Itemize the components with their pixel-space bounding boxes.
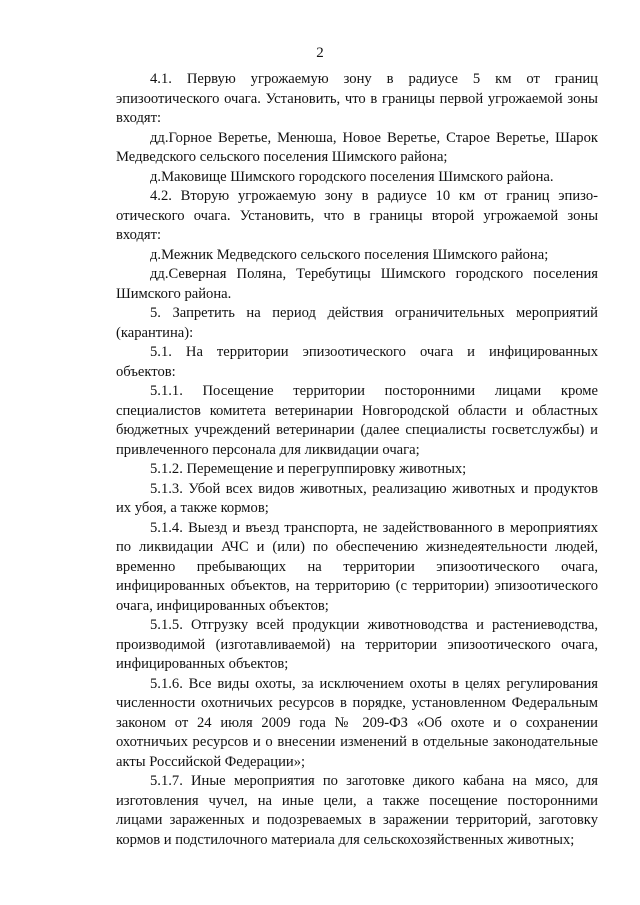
paragraph-zone2-meznik: д.Межник Медведского сельского поселения Шимского района; — [150, 246, 549, 263]
paragraph-5-1-3: 5.1.3. Убой всех видов животных, реализацию животных и продуктов их убоя, а также кормов; — [116, 480, 598, 516]
paragraph-zone1-makovishche: д.Маковище Шимского городского поселения Шимского района. — [150, 168, 554, 185]
page-number: 2 — [316, 45, 324, 61]
paragraph-5-1-5: 5.1.5. Отгрузку всей продукции животноводства и растениеводства, производимой (изготавливаемой) на территории эпизоотического очага, инфицированных объектов; — [116, 617, 598, 672]
paragraph-4-2: 4.2. Вторую угрожаемую зону в радиусе 10 км от границ эпизо-отического очага. Установить, что в границы второй угрожаемой зоны входят: — [116, 188, 598, 243]
paragraph-5: 5. Запретить на период действия ограничительных мероприятий (карантина): — [116, 305, 598, 341]
paragraph-5-1-6: 5.1.6. Все виды охоты, за исключением охоты в целях регулирования численности охотничьих ресурсов в порядке, установленном Федеральным законом от 24 июля 2009 года № 209-ФЗ «Об охоте и о сохранении охотничьих ресурсов и о внесении изменений в отдельные законодательные акты Российской Федерации»; — [116, 675, 598, 770]
paragraph-5-1-7: 5.1.7. Иные мероприятия по заготовке дикого кабана на мясо, для изготовления чучел, на иные цели, а также посещение посторонними лицами зараженных и подозреваемых в заражении территорий, заготовку кормов и подстилочного материала для сельскохозяйственных животных; — [116, 773, 598, 848]
paragraph-5-1-4: 5.1.4. Выезд и въезд транспорта, не задействованного в мероприятиях по ликвидации АЧС и (или) по обеспечению жизнедеятельности людей, временно пребывающих на территории эпизоотического очага, инфицированных объектов, на территорию (с территории) эпизоотического очага, инфицированных объектов; — [116, 519, 598, 614]
paragraph-5-1: 5.1. На территории эпизоотического очага и инфицированных объектов: — [116, 344, 598, 380]
document-body — [116, 70, 598, 850]
paragraph-zone2-villages: дд.Северная Поляна, Теребутицы Шимского городского поселения Шимского района. — [116, 266, 598, 302]
paragraph-5-1-1: 5.1.1. Посещение территории посторонними лицами кроме специалистов комитета ветеринарии Новгородской области и областных бюджетных учреждений ветеринарии (далее специалисты госветслужбы) и привлеченного персонала для ликвидации очага; — [116, 383, 598, 458]
paragraph-4-1: 4.1. Первую угрожаемую зону в радиусе 5 км от границ эпизоотического очага. Установить, что в границы первой угрожаемой зоны входят: — [116, 71, 598, 126]
paragraph-zone1-villages: дд.Горное Веретье, Менюша, Новое Веретье, Старое Веретье, Шарок Медведского сельского поселения Шимского района; — [116, 129, 598, 165]
paragraph-5-1-2: 5.1.2. Перемещение и перегруппировку животных; — [150, 461, 467, 477]
